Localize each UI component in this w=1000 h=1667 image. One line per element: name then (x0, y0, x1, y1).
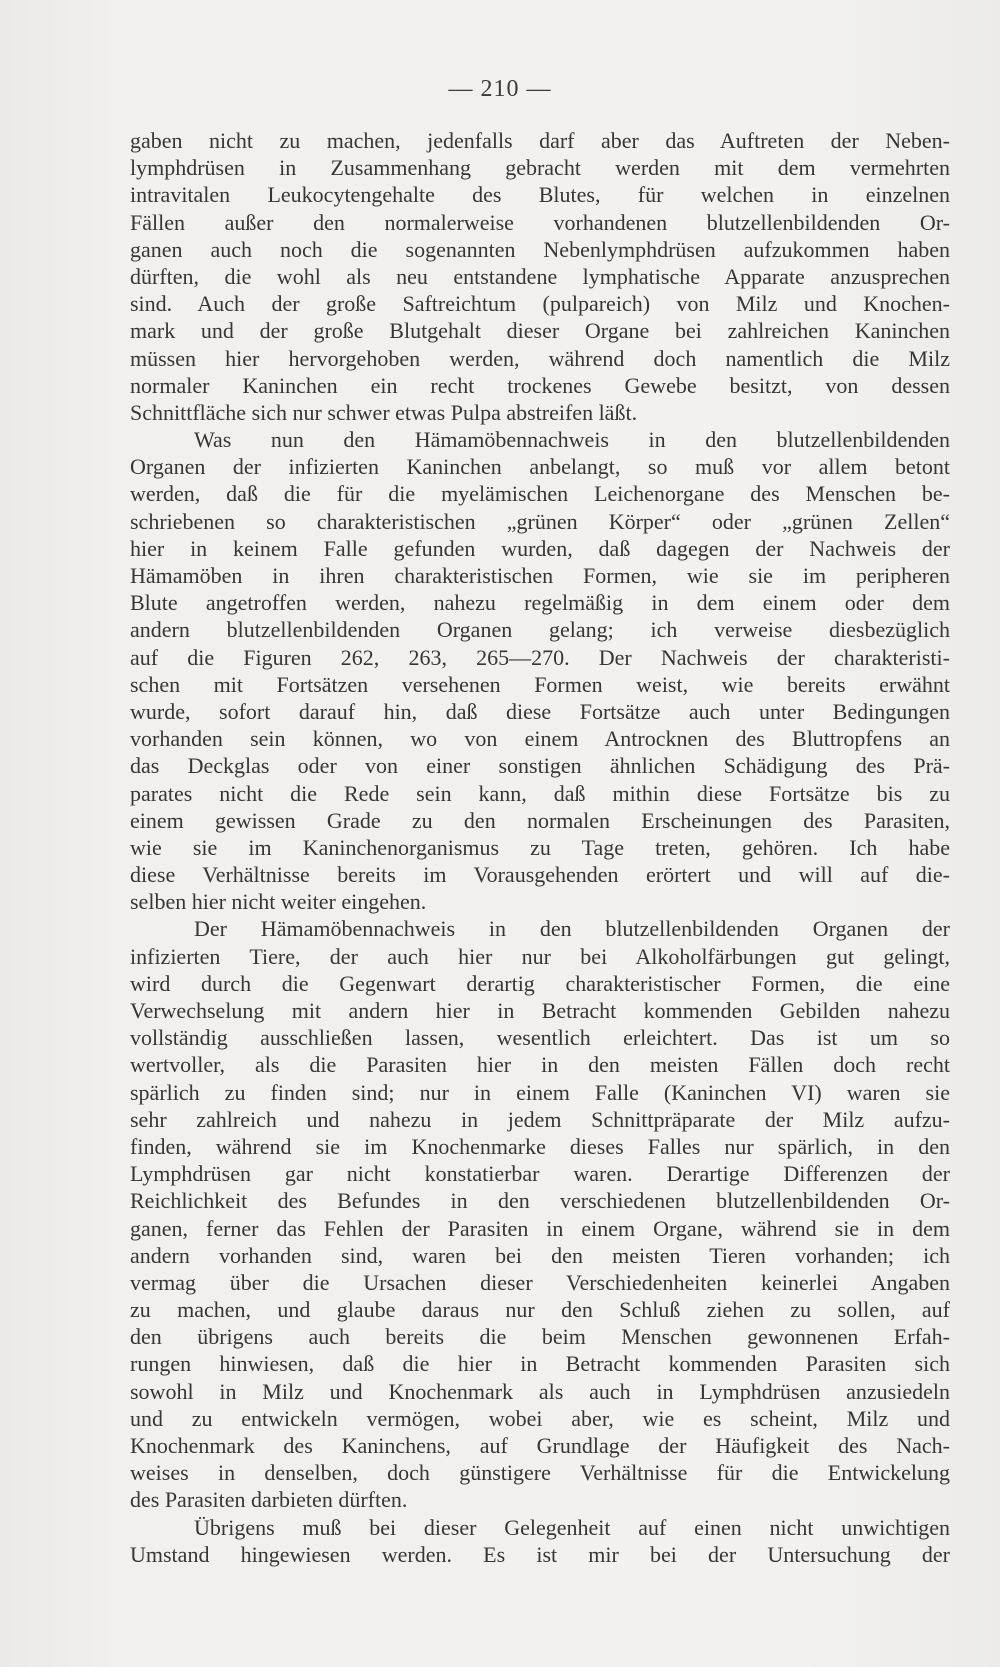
text-line: Umstand hingewiesen werden. Es ist mir bei der Untersuchung der (130, 1541, 950, 1567)
text-line: infizierten Tiere, der auch hier nur bei Alkoholfärbungen gut gelingt, (130, 943, 950, 969)
text-line: andern vorhanden sind, waren bei den meisten Tieren vorhanden; ich (130, 1242, 950, 1268)
text-line: spärlich zu finden sind; nur in einem Falle (Kaninchen VI) waren sie (130, 1079, 950, 1105)
text-line: vollständig ausschließen lassen, wesentlich erleichtert. Das ist um so (130, 1025, 950, 1051)
text-line: den übrigens auch bereits die beim Menschen gewonnenen Erfah- (130, 1324, 950, 1350)
text-line: Schnittfläche sich nur schwer etwas Pulpa abstreifen läßt. (130, 399, 638, 425)
text-line: zu machen, und glaube daraus nur den Schluß ziehen zu sollen, auf (130, 1297, 950, 1323)
text-line: Der Hämamöbennachweis in den blutzellenbildenden Organen der (194, 916, 950, 942)
text-line: Übrigens muß bei dieser Gelegenheit auf einen nicht unwichtigen (194, 1514, 950, 1540)
text-line: einem gewissen Grade zu den normalen Erscheinungen des Parasiten, (130, 807, 950, 833)
text-line: andern blutzellenbildenden Organen gelang; ich verweise diesbezüglich (130, 617, 950, 643)
text-line: vermag über die Ursachen dieser Verschiedenheiten keinerlei Angaben (130, 1269, 950, 1295)
text-line: wurde, sofort darauf hin, daß diese Fortsätze auch unter Bedingungen (130, 698, 950, 724)
text-line: auf die Figuren 262, 263, 265—270. Der Nachweis der charakteristi- (130, 644, 950, 670)
body-text (130, 127, 950, 1568)
text-line: gaben nicht zu machen, jedenfalls darf aber das Auftreten der Neben- (130, 128, 950, 153)
text-line: finden, während sie im Knochenmarke dieses Falles nur spärlich, in den (130, 1133, 950, 1159)
text-line: selben hier nicht weiter eingehen. (130, 889, 427, 915)
text-line: wird durch die Gegenwart derartig charakteristischer Formen, die eine (130, 970, 950, 996)
text-line: ganen, ferner das Fehlen der Parasiten in einem Organe, während sie in dem (130, 1215, 950, 1241)
text-line: des Parasiten darbieten dürften. (130, 1487, 408, 1513)
text-line: und zu entwickeln vermögen, wobei aber, wie es scheint, Milz und (130, 1405, 950, 1431)
text-line: hier in keinem Falle gefunden wurden, daß dagegen der Nachweis der (130, 535, 950, 561)
text-line: Hämamöben in ihren charakteristischen Formen, wie sie im peripheren (130, 563, 950, 588)
text-line: Reichlichkeit des Befundes in den verschiedenen blutzellenbildenden Or- (130, 1188, 950, 1214)
text-line: normaler Kaninchen ein recht trockenes Gewebe besitzt, von dessen (130, 372, 950, 398)
text-line: lymphdrüsen in Zusammenhang gebracht werden mit dem vermehrten (130, 155, 950, 181)
text-line: vorhanden sein können, wo von einem Antrocknen des Bluttropfens an (130, 726, 950, 752)
text-line: wie sie im Kaninchenorganismus zu Tage treten, gehören. Ich habe (130, 834, 950, 860)
text-line: Organen der infizierten Kaninchen anbelangt, so muß vor allem betont (130, 454, 950, 480)
text-line: Blute angetroffen werden, nahezu regelmäßig in dem einem oder dem (130, 590, 950, 616)
text-line: sehr zahlreich und nahezu in jedem Schnittpräparate der Milz aufzu- (130, 1106, 950, 1132)
text-line: schen mit Fortsätzen versehenen Formen weist, wie bereits erwähnt (130, 671, 950, 697)
text-line: sowohl in Milz und Knochenmark als auch in Lymphdrüsen anzusiedeln (130, 1378, 950, 1404)
text-line: sind. Auch der große Saftreichtum (pulpareich) von Milz und Knochen- (130, 291, 950, 317)
text-line: rungen hinwiesen, daß die hier in Betracht kommenden Parasiten sich (130, 1351, 950, 1377)
text-line: mark und der große Blutgehalt dieser Organe bei zahlreichen Kaninchen (130, 318, 950, 344)
text-line: Verwechselung mit andern hier in Betracht kommenden Gebilden nahezu (130, 998, 950, 1023)
text-line: Fällen außer den normalerweise vorhandenen blutzellenbildenden Or- (130, 209, 950, 235)
text-line: dürften, die wohl als neu entstandene lymphatische Apparate anzusprechen (130, 263, 950, 289)
text-line: wertvoller, als die Parasiten hier in den meisten Fällen doch recht (130, 1052, 950, 1078)
text-line: Lymphdrüsen gar nicht konstatierbar waren. Derartige Differenzen der (130, 1161, 950, 1187)
text-line: das Deckglas oder von einer sonstigen ähnlichen Schädigung des Prä- (130, 753, 950, 779)
text-line: schriebenen so charakteristischen „grünen Körper“ oder „grünen Zellen“ (130, 508, 950, 534)
text-line: intravitalen Leukocytengehalte des Blutes, für welchen in einzelnen (130, 182, 950, 208)
text-line: Knochenmark des Kaninchens, auf Grundlage der Häufigkeit des Nach- (130, 1433, 950, 1458)
text-line: Was nun den Hämamöbennachweis in den blutzellenbildenden (194, 427, 950, 453)
page-number: — 210 — (448, 76, 552, 102)
text-line: werden, daß die für die myelämischen Leichenorgane des Menschen be- (130, 481, 950, 507)
text-line: ganen auch noch die sogenannten Nebenlymphdrüsen aufzukommen haben (130, 236, 950, 262)
text-line: parates nicht die Rede sein kann, daß mithin diese Fortsätze bis zu (130, 780, 950, 806)
text-line: müssen hier hervorgehoben werden, während doch namentlich die Milz (130, 345, 950, 371)
text-line: diese Verhältnisse bereits im Vorausgehenden erörtert und will auf die- (130, 862, 950, 888)
text-line: weises in denselben, doch günstigere Verhältnisse für die Entwickelung (130, 1460, 950, 1486)
